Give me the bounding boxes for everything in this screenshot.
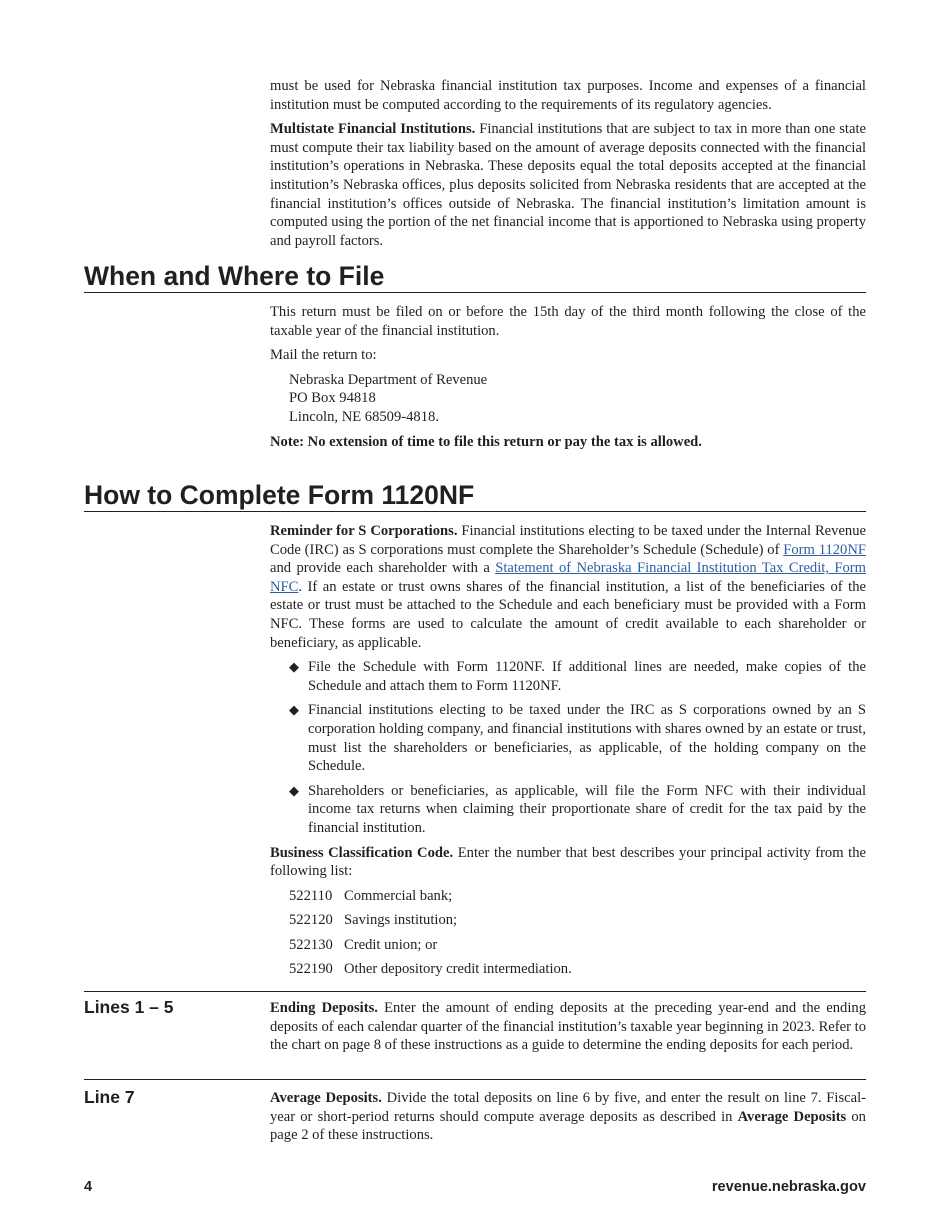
average-deposits-label: Average Deposits. <box>270 1090 382 1106</box>
when-where-heading: When and Where to File <box>84 261 866 293</box>
line-7-label: Line 7 <box>84 1087 135 1107</box>
mailing-address <box>270 371 866 427</box>
address-line-3: Lincoln, NE 68509-4818. <box>289 408 439 425</box>
regulatory-paragraph: must be used for Nebraska financial institution tax purposes. Income and expenses of a financial institution must be computed according to the requirements of its regulatory agencies. <box>270 78 866 113</box>
section-divider <box>84 1079 866 1080</box>
bullet-item <box>270 701 866 775</box>
code-number: 522110 <box>289 887 333 904</box>
average-deposits-text-1: Divide the total deposits on line 6 by five, and enter the result on line 7. Fiscal-year or short-period returns should compute average deposits as described in <box>270 1090 867 1125</box>
code-list-item <box>270 887 866 906</box>
line-7-section <box>270 1089 866 1145</box>
when-where-section <box>270 303 866 451</box>
ending-deposits-text: Enter the amount of ending deposits at the preceding year-end and the ending deposits of each calendar quarter of the financial institution’s taxable year beginning in 2023. Refer to the chart on page 8 of these instructions as a guide to determine the ending deposits for each period. <box>270 1000 866 1054</box>
multistate-paragraph <box>270 120 866 250</box>
diamond-bullet-icon: ◆ <box>289 782 299 798</box>
form-nfc-link[interactable]: Statement of Nebraska Financial Institution Tax Credit, Form NFC <box>270 560 866 595</box>
filing-deadline-paragraph: This return must be filed on or before the 15th day of the third month following the close of the taxable year of the financial institution. <box>270 304 866 339</box>
code-description: Savings institution; <box>344 912 458 929</box>
how-to-complete-heading: How to Complete Form 1120NF <box>84 480 866 512</box>
website-url: revenue.nebraska.gov <box>711 1179 866 1195</box>
code-description: Credit union; or <box>344 936 438 953</box>
diamond-bullet-icon: ◆ <box>289 659 299 675</box>
reminder-paragraph <box>270 522 866 652</box>
mail-intro: Mail the return to: <box>270 347 377 364</box>
section-divider <box>84 991 866 992</box>
intro-section <box>270 77 866 250</box>
bullet-item <box>270 658 866 695</box>
address-line-1: Nebraska Department of Revenue <box>289 371 488 388</box>
bullet-item <box>270 782 866 838</box>
form-1120nf-link[interactable]: Form 1120NF <box>783 541 866 558</box>
code-list-item <box>270 911 866 930</box>
bullet-text: File the Schedule with Form 1120NF. If additional lines are needed, make copies of the Schedule and attach them to Form 1120NF. <box>308 659 866 694</box>
how-to-section <box>270 522 866 979</box>
code-description: Commercial bank; <box>344 887 453 904</box>
code-number: 522120 <box>289 912 333 929</box>
multistate-label: Multistate Financial Institutions. <box>270 121 476 138</box>
diamond-bullet-icon: ◆ <box>289 702 299 718</box>
reminder-text-2: and provide each shareholder with a <box>270 560 496 577</box>
code-number: 522130 <box>289 936 333 953</box>
bullet-text: Shareholders or beneficiaries, as applicable, will file the Form NFC with their individual income tax returns when claiming their proportionate share of credit for the tax paid by the financial institution. <box>308 782 866 836</box>
multistate-text: Financial institutions that are subject to tax in more than one state must compute their tax liability based on the amount of average deposits connected with the financial institution’s operations in Nebraska. These deposits equal the total deposits accepted at the financial institution’s Nebraska offices, plus deposits solicited from Nebraska residents that are accepted at the financial institution’s offices outside of Nebraska. The financial institution’s limitation amount is computed using the portion of the net financial income that is apportioned to Nebraska using property and payroll factors. <box>270 121 866 249</box>
business-code-label: Business Classification Code. <box>270 844 454 861</box>
reminder-text-1: Financial institutions electing to be taxed under the Internal Revenue Code (IRC) as S corporations must complete the Shareholder’s Schedule (Schedule) of <box>270 523 866 558</box>
code-number: 522190 <box>289 961 333 978</box>
business-code-paragraph <box>270 844 866 881</box>
bullet-text: Financial institutions electing to be taxed under the IRC as S corporations owned by an S corporation holding company, and financial institutions with shares owned by an estate or trust, must list the shareholders or beneficiaries, as applicable, of the holding company on the Schedule. <box>308 702 866 775</box>
lines-1-5-section <box>270 999 866 1055</box>
code-description: Other depository credit intermediation. <box>344 961 572 978</box>
extension-note: Note: No extension of time to file this return or pay the tax is allowed. <box>270 433 702 450</box>
business-code-text: Enter the number that best describes your principal activity from the following list: <box>270 844 867 880</box>
ending-deposits-paragraph <box>270 999 866 1055</box>
ending-deposits-label: Ending Deposits. <box>270 1000 378 1016</box>
code-list-item <box>270 960 866 979</box>
code-list-item <box>270 936 866 955</box>
lines-1-5-label: Lines 1 – 5 <box>84 997 174 1017</box>
reminder-text-3: . If an estate or trust owns shares of the financial institution, a list of the beneficiaries of the estate or trust must be attached to the Schedule and each beneficiary must be provided with a Form NFC. These forms are used to calculate the amount of credit available to each shareholder or beneficiary, as applicable. <box>270 578 866 651</box>
page-number: 4 <box>84 1179 93 1195</box>
average-deposits-paragraph <box>270 1089 866 1145</box>
address-line-2: PO Box 94818 <box>289 390 376 407</box>
reminder-label: Reminder for S Corporations. <box>270 523 458 539</box>
average-deposits-text-2: on page 2 of these instructions. <box>270 1108 866 1144</box>
average-deposits-reference: Average Deposits <box>737 1108 847 1125</box>
